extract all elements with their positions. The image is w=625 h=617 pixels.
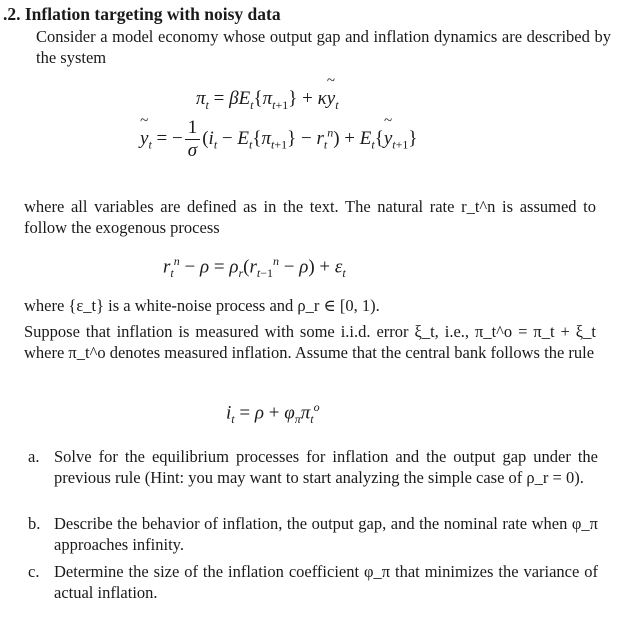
question-a-label: a.	[28, 447, 40, 466]
measurement-paragraph: Suppose that inflation is measured with some i.i.d. error ξ_t, i.e., π_t^o = π_t + ξ_t where π_t^o denotes measured inflation. Assume that the central bank follows the rule	[24, 322, 596, 362]
question-c	[28, 561, 598, 603]
natural-rate-equation: $r_t^n - \rho = \rho_r(r_{t-1}^n - \rho) + \varepsilon_t$	[163, 254, 346, 281]
question-b-text: Describe the behavior of inflation, the output gap, and the nominal rate when φ_π approaches infinity.	[54, 514, 598, 554]
question-c-label: c.	[28, 562, 40, 581]
question-b-label: b.	[28, 514, 41, 533]
question-a	[28, 446, 598, 488]
question-b	[28, 513, 598, 555]
intro-paragraph: Consider a model economy whose output gap and inflation dynamics are described by the system	[36, 27, 611, 67]
white-noise-paragraph: where {ε_t} is a white-noise process and ρ_r ∈ [0, 1).	[24, 296, 380, 315]
exercise-heading: .2. Inflation targeting with noisy data	[3, 4, 281, 24]
is-curve-equation: ~ $y_t$ = − $\frac{1}{\sigma}$ $(i_t - E_t\{\pi_{t+1}\} - r_t^n)$ + $E_t\{\sim$ $y_{t+1}$}	[140, 118, 418, 161]
natural-rate-paragraph	[24, 196, 596, 238]
question-a-text: Solve for the equilibrium processes for inflation and the output gap under the previous rule (Hint: you may want to start analyzing the simple case of ρ_r = 0).	[54, 447, 598, 487]
natural-rate-text: where all variables are defined as in the text. The natural rate r_t^n is assumed to follow the exogenous process	[24, 197, 596, 237]
question-c-text: Determine the size of the inflation coefficient φ_π that minimizes the variance of actual inflation.	[54, 562, 598, 602]
policy-rule-equation: $i_t = \rho + \varphi_\pi\pi_t^o$	[226, 400, 320, 427]
phillips-curve-equation: $\pi_t = \beta E_t\{\pi_{t+1}\}$ + κ~ $y_t$	[196, 88, 339, 113]
